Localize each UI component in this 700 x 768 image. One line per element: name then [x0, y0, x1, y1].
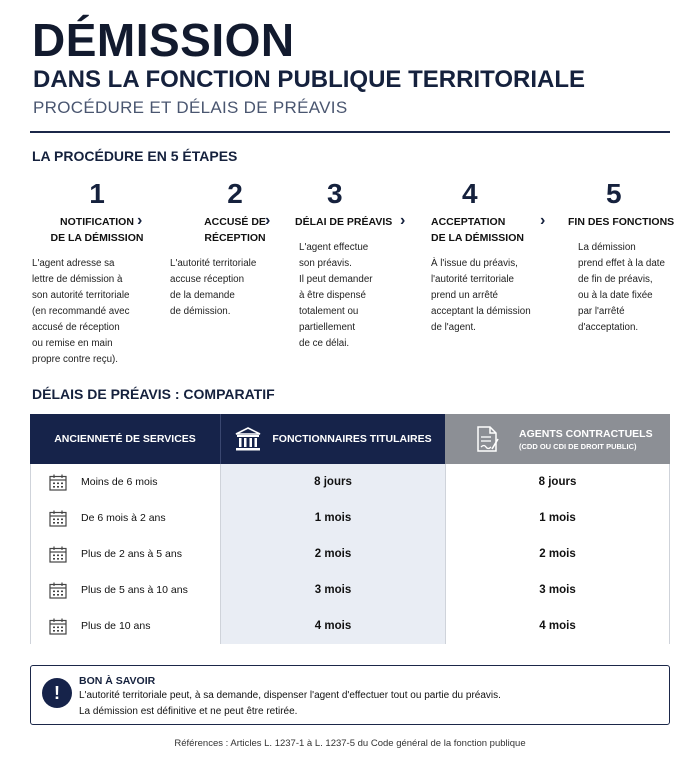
header-divider	[30, 131, 670, 133]
table-row	[30, 608, 670, 644]
step-title: ACCUSÉ DE RÉCEPTION	[204, 216, 266, 244]
step-5	[568, 178, 698, 336]
calendar-icon	[49, 546, 67, 563]
titulaires-cell: 2 mois	[220, 536, 445, 572]
page-title: DÉMISSION	[32, 14, 295, 66]
step-4	[431, 178, 561, 336]
contractuels-cell: 3 mois	[445, 572, 670, 608]
column-header-titulaires: FONCTIONNAIRES TITULAIRES	[220, 414, 445, 464]
table-row	[30, 536, 670, 572]
step-1	[32, 178, 162, 368]
note-line: L'autorité territoriale peut, à sa demande, dispenser l'agent d'effectuer tout ou partie du préavis.	[79, 690, 501, 701]
contractuels-cell: 4 mois	[445, 608, 670, 644]
contractuels-cell: 2 mois	[445, 536, 670, 572]
exclamation-icon: !	[42, 678, 72, 708]
contractuels-cell: 8 jours	[445, 464, 670, 500]
step-description: L'agent adresse sa lettre de démission à son autorité territoriale (en recommandé avec accusé de réception ou remise en main propre contre reçu).	[32, 258, 130, 365]
titulaires-cell: 1 mois	[220, 500, 445, 536]
contractuels-cell: 1 mois	[445, 500, 670, 536]
step-description: L'autorité territoriale accuse réception de la demande de démission.	[170, 258, 257, 317]
table-row	[30, 572, 670, 608]
seniority-cell: Moins de 6 mois	[30, 464, 220, 500]
contract-document-icon	[475, 425, 499, 453]
step-description: À l'issue du préavis, l'autorité territoriale prend un arrêté acceptant la démission de l'agent.	[431, 258, 531, 333]
chevron-right-icon: ›	[265, 212, 271, 229]
chevron-right-icon: ›	[540, 212, 546, 229]
step-title: ACCEPTATION DE LA DÉMISSION	[431, 216, 524, 244]
references-footer: Références : Articles L. 1237-1 à L. 1237-5 du Code général de la fonction publique	[174, 738, 526, 749]
step-number: 4	[462, 178, 478, 209]
step-number: 1	[89, 178, 105, 209]
seniority-cell: Plus de 5 ans à 10 ans	[30, 572, 220, 608]
note-line: La démission est définitive et ne peut être retirée.	[79, 706, 298, 717]
step-2	[170, 178, 300, 320]
page-tagline: PROCÉDURE ET DÉLAIS DE PRÉAVIS	[33, 98, 348, 117]
step-number: 3	[327, 178, 343, 209]
step-number: 2	[227, 178, 243, 209]
seniority-cell: Plus de 2 ans à 5 ans	[30, 536, 220, 572]
chevron-right-icon: ›	[400, 212, 406, 229]
note-title: BON À SAVOIR	[79, 675, 156, 687]
step-3	[295, 178, 425, 352]
calendar-icon	[49, 582, 67, 599]
table-row	[30, 500, 670, 536]
table-row	[30, 464, 670, 500]
procedure-heading: LA PROCÉDURE EN 5 ÉTAPES	[32, 148, 238, 164]
seniority-cell: Plus de 10 ans	[30, 608, 220, 644]
titulaires-cell: 3 mois	[220, 572, 445, 608]
step-description: L'agent effectue son préavis. Il peut demander à être dispensé totalement ou partiellement de ce délai.	[299, 242, 373, 349]
seniority-cell: De 6 mois à 2 ans	[30, 500, 220, 536]
step-description: La démission prend effet à la date de fin de préavis, ou à la date fixée par l'arrêté d'acceptation.	[578, 242, 665, 333]
info-note	[30, 665, 670, 725]
comparison-heading: DÉLAIS DE PRÉAVIS : COMPARATIF	[32, 386, 275, 402]
titulaires-cell: 8 jours	[220, 464, 445, 500]
institution-building-icon	[234, 426, 262, 452]
step-title: NOTIFICATION DE LA DÉMISSION	[50, 216, 144, 244]
calendar-icon	[49, 618, 67, 635]
step-title: FIN DES FONCTIONS	[568, 216, 675, 228]
calendar-icon	[49, 510, 67, 527]
column-header-seniority: ANCIENNETÉ DE SERVICES	[30, 414, 220, 464]
titulaires-cell: 4 mois	[220, 608, 445, 644]
page-subtitle: DANS LA FONCTION PUBLIQUE TERRITORIALE	[33, 66, 585, 93]
column-header-contractuels: AGENTS CONTRACTUELS (CDD OU CDI DE DROIT PUBLIC)	[445, 414, 670, 464]
table-header	[30, 414, 670, 464]
step-title: DÉLAI DE PRÉAVIS	[295, 216, 393, 228]
step-number: 5	[606, 178, 622, 209]
chevron-right-icon: ›	[137, 212, 143, 229]
calendar-icon	[49, 474, 67, 491]
